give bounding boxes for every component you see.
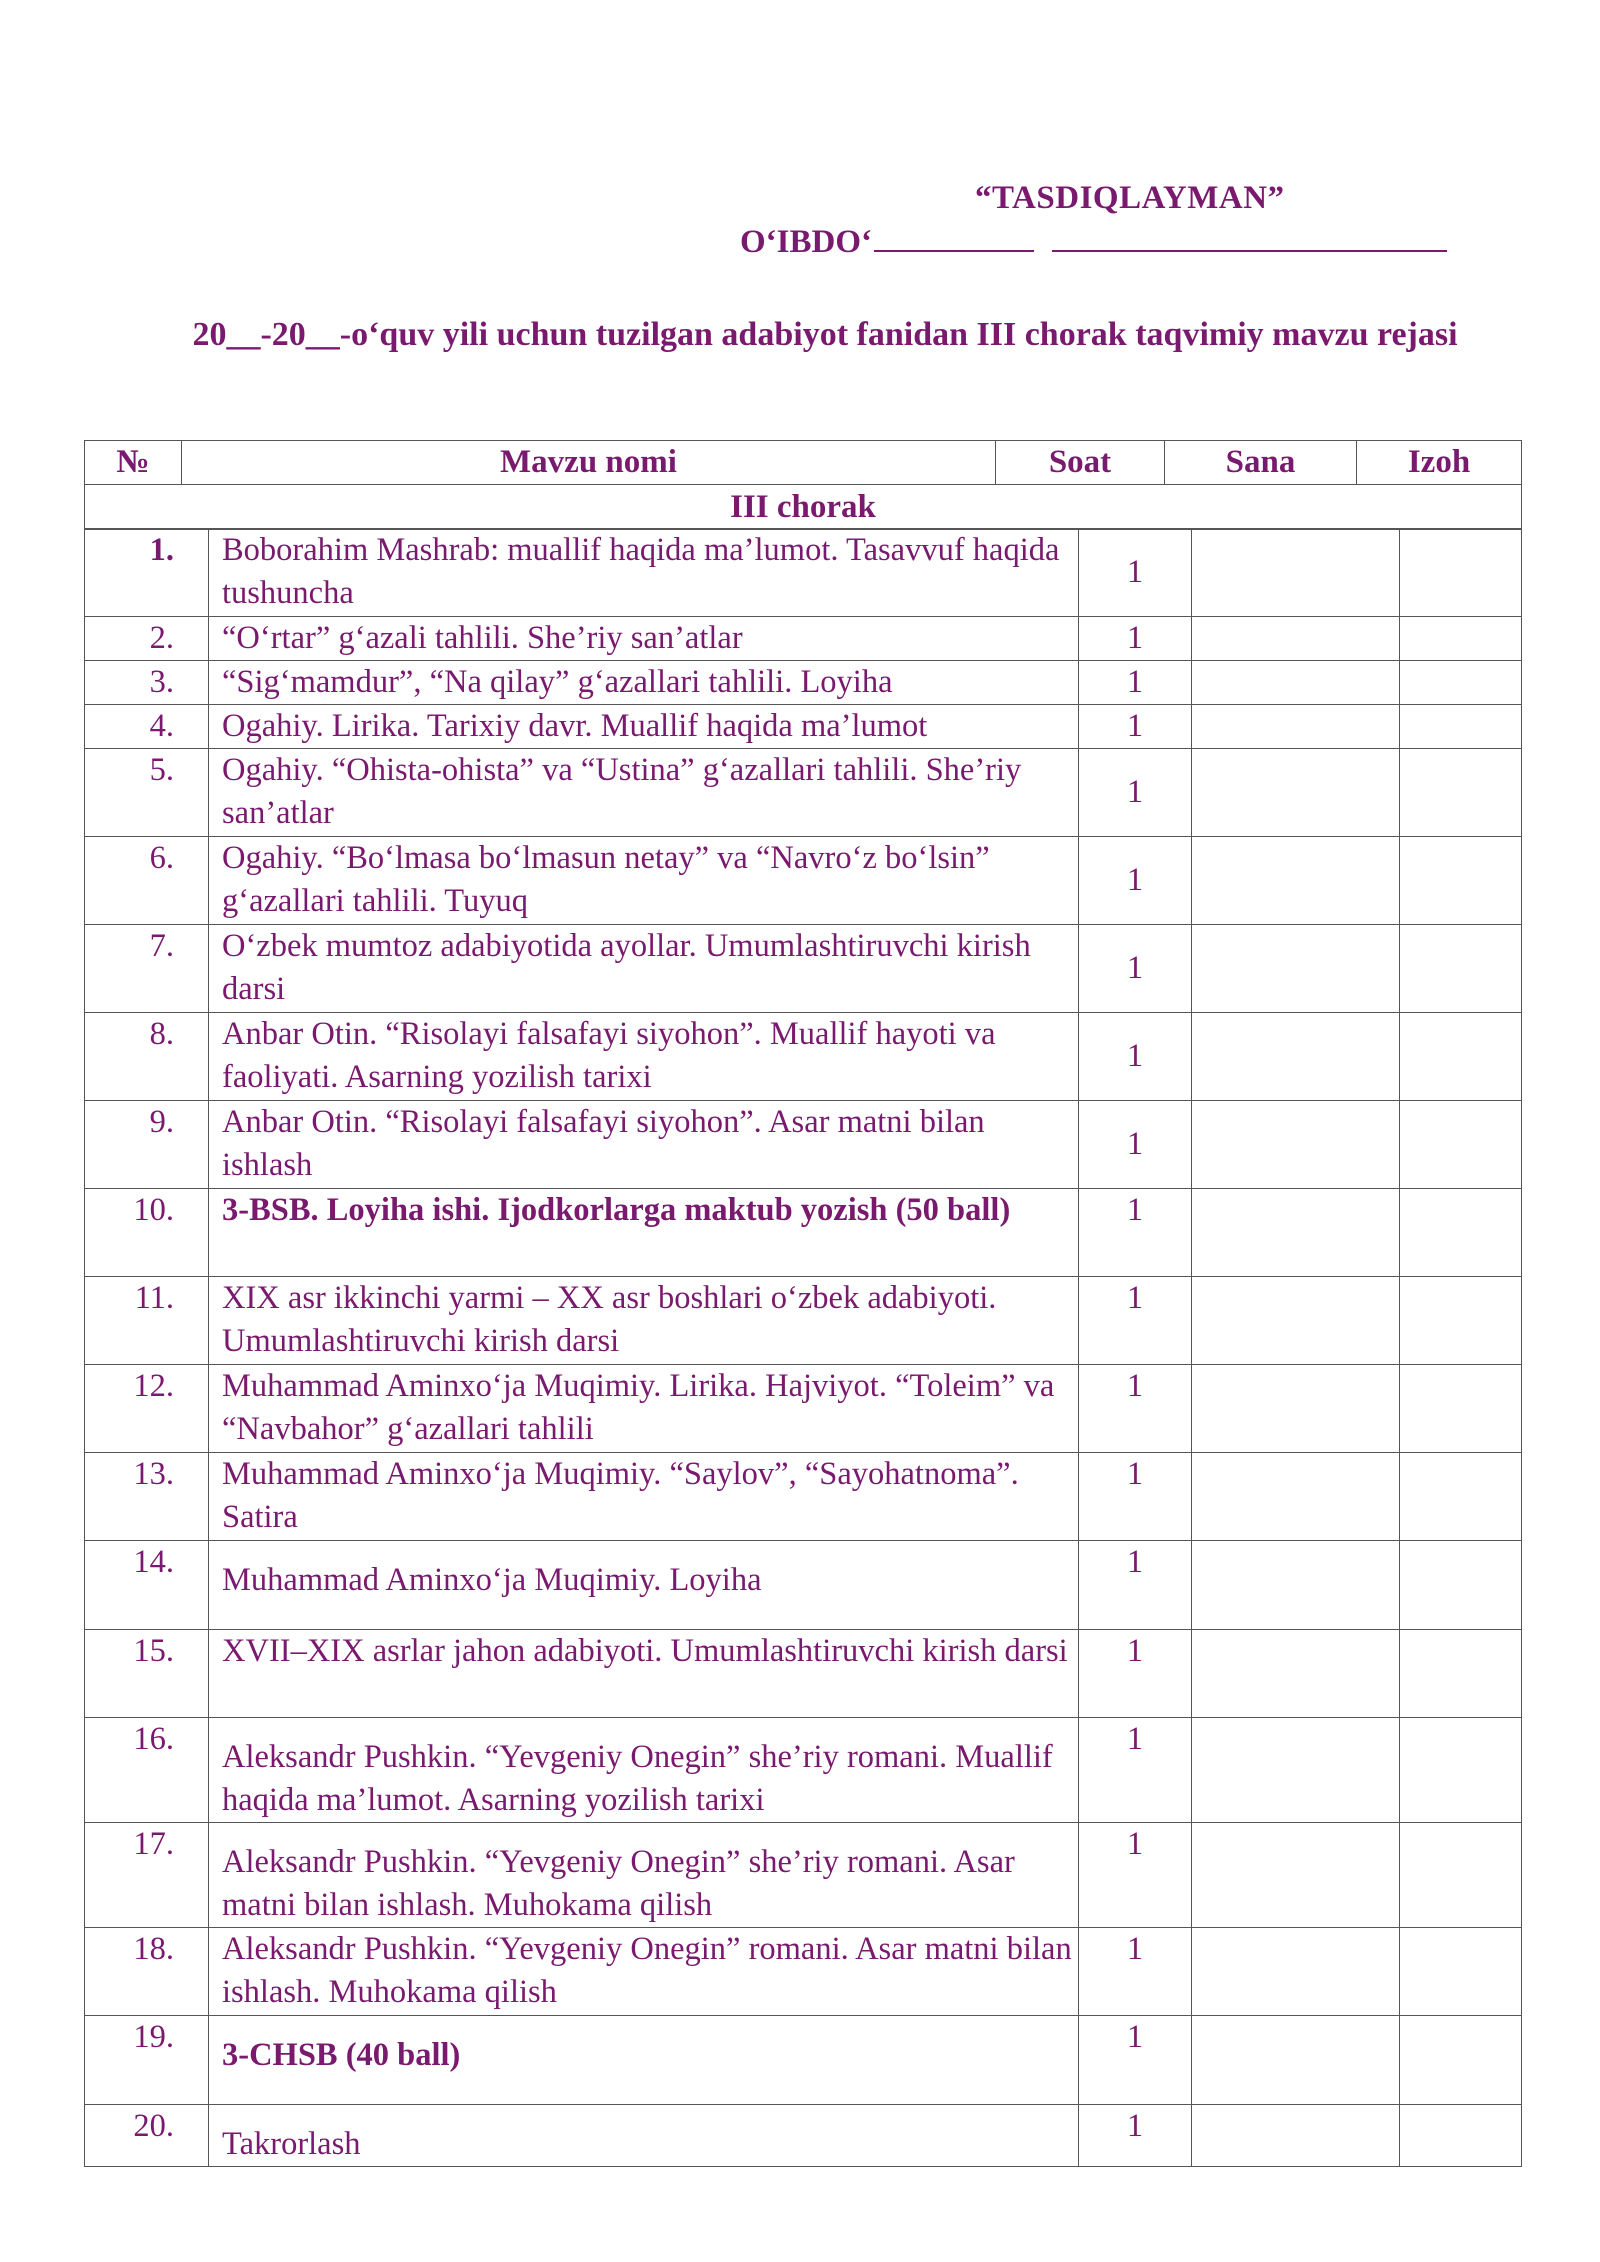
- row-date: [1192, 2016, 1400, 2105]
- row-hours: 1: [1079, 1928, 1192, 2016]
- row-number: 19.: [85, 2016, 209, 2105]
- table-header: [84, 440, 1522, 530]
- table-row: [85, 1718, 1522, 1823]
- row-date: [1192, 1101, 1400, 1189]
- row-date: [1192, 1453, 1400, 1541]
- topics-table: [84, 528, 1522, 2167]
- row-topic: 3-CHSB (40 ball): [209, 2016, 1079, 2105]
- table-row: [85, 1541, 1522, 1630]
- row-date: [1192, 1928, 1400, 2016]
- row-topic: Ogahiy. “Ohista-ohista” va “Ustina” g‘azallari tahlili. She’riy san’atlar: [209, 749, 1079, 837]
- row-number: 4.: [85, 705, 209, 749]
- row-number: 2.: [85, 617, 209, 661]
- row-date: [1192, 749, 1400, 837]
- row-number: 8.: [85, 1013, 209, 1101]
- row-date: [1192, 529, 1400, 617]
- row-note: [1400, 661, 1522, 705]
- row-note: [1400, 1453, 1522, 1541]
- name-blank: [1052, 224, 1447, 252]
- section-title: III chorak: [85, 485, 1522, 530]
- row-date: [1192, 1718, 1400, 1823]
- row-number: 13.: [85, 1453, 209, 1541]
- row-hours: 1: [1079, 705, 1192, 749]
- row-number: 5.: [85, 749, 209, 837]
- row-number: 7.: [85, 925, 209, 1013]
- approval-role: O‘IBDO‘: [740, 224, 872, 260]
- row-note: [1400, 529, 1522, 617]
- row-number: 1.: [85, 529, 209, 617]
- table-row: [85, 705, 1522, 749]
- row-date: [1192, 837, 1400, 925]
- row-hours: 1: [1079, 2016, 1192, 2105]
- row-date: [1192, 1013, 1400, 1101]
- row-topic: Boborahim Mashrab: muallif haqida ma’lumot. Tasavvuf haqida tushuncha: [209, 529, 1079, 617]
- row-topic: Ogahiy. “Bo‘lmasa bo‘lmasun netay” va “Navro‘z bo‘lsin” g‘azallari tahlili. Tuyuq: [209, 837, 1079, 925]
- row-hours: 1: [1079, 617, 1192, 661]
- row-topic: Anbar Otin. “Risolayi falsafayi siyohon”. Muallif hayoti va faoliyati. Asarning yozilish tarixi: [209, 1013, 1079, 1101]
- row-hours: 1: [1079, 1101, 1192, 1189]
- approval-signature-line: [740, 224, 1447, 261]
- row-topic: Ogahiy. Lirika. Tarixiy davr. Muallif haqida ma’lumot: [209, 705, 1079, 749]
- table-row: [85, 1823, 1522, 1928]
- row-note: [1400, 749, 1522, 837]
- row-note: [1400, 1928, 1522, 2016]
- row-topic: Muhammad Aminxo‘ja Muqimiy. Loyiha: [209, 1541, 1079, 1630]
- row-topic: Aleksandr Pushkin. “Yevgeniy Onegin” she’riy romani. Asar matni bilan ishlash. Muhokama qilish: [209, 1823, 1079, 1928]
- row-topic: XVII–XIX asrlar jahon adabiyoti. Umumlashtiruvchi kirish darsi: [209, 1630, 1079, 1718]
- table-row: [85, 1630, 1522, 1718]
- row-hours: 1: [1079, 925, 1192, 1013]
- row-number: 14.: [85, 1541, 209, 1630]
- table-row: [85, 2105, 1522, 2167]
- table-row: [85, 925, 1522, 1013]
- row-hours: 1: [1079, 1189, 1192, 1277]
- row-hours: 1: [1079, 1718, 1192, 1823]
- row-topic: Takrorlash: [209, 2105, 1079, 2167]
- table-row: [85, 1277, 1522, 1365]
- table-row: [85, 529, 1522, 617]
- row-number: 18.: [85, 1928, 209, 2016]
- table-row: [85, 1928, 1522, 2016]
- row-date: [1192, 1541, 1400, 1630]
- row-note: [1400, 2105, 1522, 2167]
- row-number: 6.: [85, 837, 209, 925]
- row-note: [1400, 1718, 1522, 1823]
- table-row: [85, 749, 1522, 837]
- approval-title: “TASDIQLAYMAN”: [975, 180, 1285, 216]
- table-row: [85, 1189, 1522, 1277]
- row-date: [1192, 925, 1400, 1013]
- row-number: 17.: [85, 1823, 209, 1928]
- row-topic: Muhammad Aminxo‘ja Muqimiy. Lirika. Hajviyot. “Toleim” va “Navbahor” g‘azallari tahlili: [209, 1365, 1079, 1453]
- row-number: 20.: [85, 2105, 209, 2167]
- row-note: [1400, 1189, 1522, 1277]
- row-hours: 1: [1079, 1823, 1192, 1928]
- row-date: [1192, 1189, 1400, 1277]
- row-number: 12.: [85, 1365, 209, 1453]
- header-hours: Soat: [996, 441, 1165, 485]
- row-hours: 1: [1079, 1453, 1192, 1541]
- table-row: [85, 1453, 1522, 1541]
- row-topic: O‘zbek mumtoz adabiyotida ayollar. Umumlashtiruvchi kirish darsi: [209, 925, 1079, 1013]
- table-row: [85, 2016, 1522, 2105]
- row-note: [1400, 1365, 1522, 1453]
- row-number: 16.: [85, 1718, 209, 1823]
- row-hours: 1: [1079, 1013, 1192, 1101]
- header-number: №: [85, 441, 182, 485]
- row-topic: Aleksandr Pushkin. “Yevgeniy Onegin” she’riy romani. Muallif haqida ma’lumot. Asarning yozilish tarixi: [209, 1718, 1079, 1823]
- row-note: [1400, 1101, 1522, 1189]
- row-hours: 1: [1079, 1630, 1192, 1718]
- row-hours: 1: [1079, 749, 1192, 837]
- row-note: [1400, 2016, 1522, 2105]
- row-topic: “Sig‘mamdur”, “Na qilay” g‘azallari tahlili. Loyiha: [209, 661, 1079, 705]
- row-hours: 1: [1079, 1277, 1192, 1365]
- row-number: 10.: [85, 1189, 209, 1277]
- table-row: [85, 1365, 1522, 1453]
- row-number: 3.: [85, 661, 209, 705]
- header-date: Sana: [1165, 441, 1357, 485]
- row-note: [1400, 1541, 1522, 1630]
- row-date: [1192, 2105, 1400, 2167]
- table-row: [85, 837, 1522, 925]
- section-row: [85, 485, 1522, 530]
- table-row: [85, 617, 1522, 661]
- row-hours: 1: [1079, 1365, 1192, 1453]
- row-note: [1400, 617, 1522, 661]
- header-topic: Mavzu nomi: [182, 441, 996, 485]
- table-row: [85, 1101, 1522, 1189]
- row-date: [1192, 1823, 1400, 1928]
- row-topic: Aleksandr Pushkin. “Yevgeniy Onegin” romani. Asar matni bilan ishlash. Muhokama qilish: [209, 1928, 1079, 2016]
- document-title: 20__-20__-o‘quv yili uchun tuzilgan adabiyot fanidan III chorak taqvimiy mavzu rejasi: [192, 316, 1458, 353]
- row-topic: Anbar Otin. “Risolayi falsafayi siyohon”. Asar matni bilan ishlash: [209, 1101, 1079, 1189]
- header-row: [85, 441, 1522, 485]
- row-topic: 3-BSB. Loyiha ishi. Ijodkorlarga maktub yozish (50 ball): [209, 1189, 1079, 1277]
- row-number: 9.: [85, 1101, 209, 1189]
- row-hours: 1: [1079, 1541, 1192, 1630]
- row-hours: 1: [1079, 837, 1192, 925]
- row-topic: Muhammad Aminxo‘ja Muqimiy. “Saylov”, “Sayohatnoma”. Satira: [209, 1453, 1079, 1541]
- row-note: [1400, 705, 1522, 749]
- row-date: [1192, 661, 1400, 705]
- header-note: Izoh: [1357, 441, 1522, 485]
- row-note: [1400, 1277, 1522, 1365]
- table-row: [85, 661, 1522, 705]
- row-note: [1400, 1823, 1522, 1928]
- row-topic: XIX asr ikkinchi yarmi – XX asr boshlari o‘zbek adabiyoti. Umumlashtiruvchi kirish darsi: [209, 1277, 1079, 1365]
- row-date: [1192, 1277, 1400, 1365]
- row-hours: 1: [1079, 529, 1192, 617]
- row-number: 15.: [85, 1630, 209, 1718]
- row-topic: “O‘rtar” g‘azali tahlili. She’riy san’atlar: [209, 617, 1079, 661]
- row-hours: 1: [1079, 661, 1192, 705]
- row-note: [1400, 1630, 1522, 1718]
- row-hours: 1: [1079, 2105, 1192, 2167]
- row-date: [1192, 1630, 1400, 1718]
- row-note: [1400, 1013, 1522, 1101]
- signature-blank: [874, 224, 1034, 252]
- row-note: [1400, 925, 1522, 1013]
- row-number: 11.: [85, 1277, 209, 1365]
- row-note: [1400, 837, 1522, 925]
- row-date: [1192, 617, 1400, 661]
- row-date: [1192, 705, 1400, 749]
- table-row: [85, 1013, 1522, 1101]
- row-date: [1192, 1365, 1400, 1453]
